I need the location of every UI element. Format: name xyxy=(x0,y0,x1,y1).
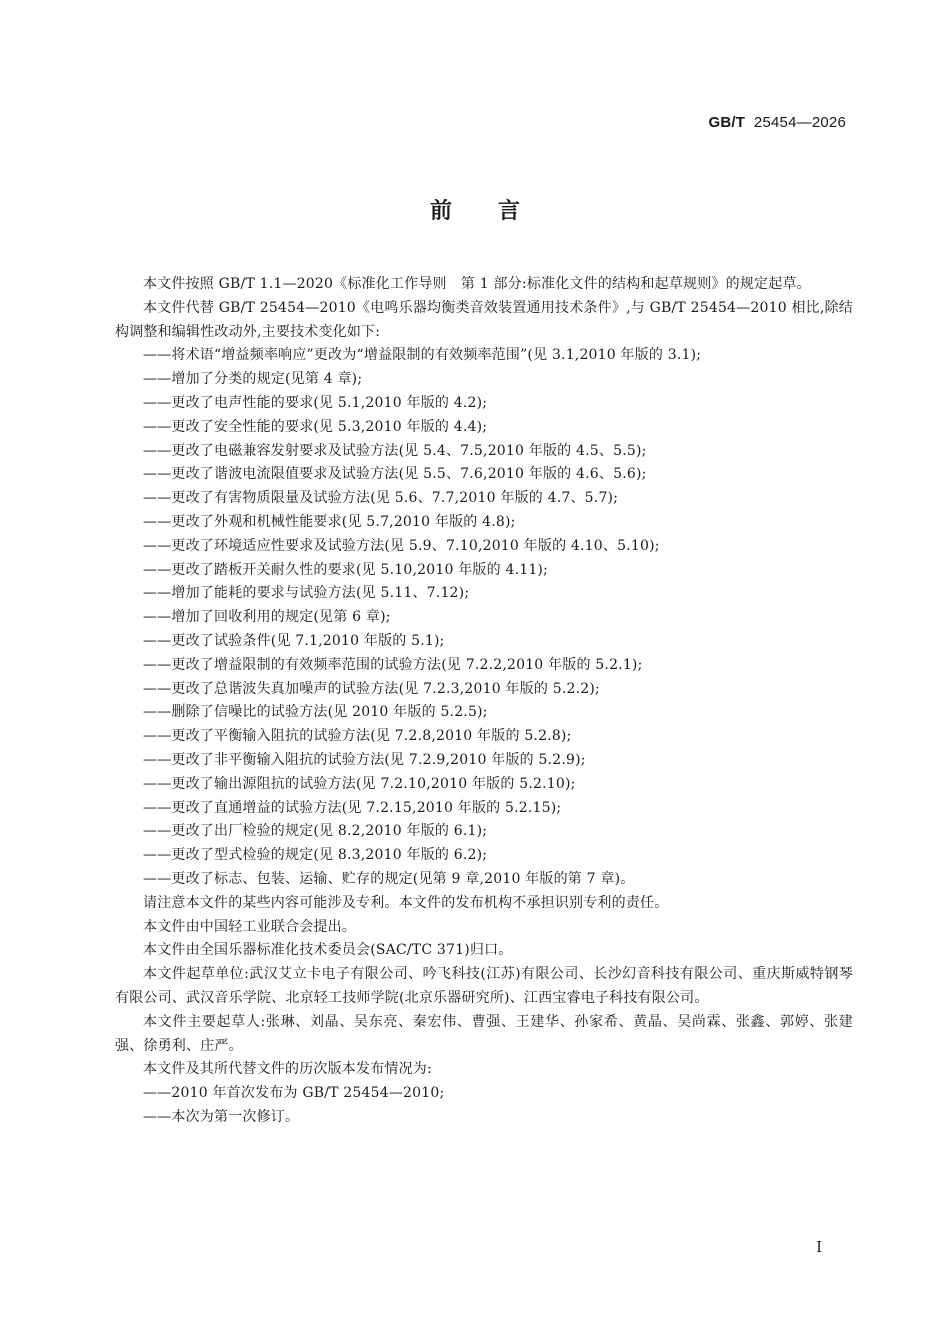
change-item: ——将术语“增益频率响应”更改为“增益限制的有效频率范围”(见 3.1,2010 年版的 3.1); xyxy=(143,347,702,364)
change-item: ——更改了平衡输入阻抗的试验方法(见 7.2.8,2010 年版的 5.2.8); xyxy=(143,728,572,745)
change-item: ——更改了标志、包装、运输、贮存的规定(见第 9 章,2010 年版的第 7 章)。 xyxy=(143,870,635,887)
paragraph: 本文件代替 GB/T 25454—2010《电鸣乐器均衡类音效装置通用技术条件》,与 GB/T 25454—2010 相比,除结构调整和编辑性改动外,主要技术变化如下: xyxy=(115,299,853,340)
document-code xyxy=(709,114,846,131)
change-item: ——更改了电声性能的要求(见 5.1,2010 年版的 4.2); xyxy=(143,394,488,411)
paragraph: 本文件由中国轻工业联合会提出。 xyxy=(143,918,356,935)
change-item: ——增加了能耗的要求与试验方法(见 5.11、7.12); xyxy=(143,585,470,602)
change-item: ——更改了谐波电流限值要求及试验方法(见 5.5、7.6,2010 年版的 4.6、5.6); xyxy=(143,466,647,483)
change-item: ——更改了试验条件(见 7.1,2010 年版的 5.1); xyxy=(143,632,445,649)
change-item: ——更改了型式检验的规定(见 8.3,2010 年版的 6.2); xyxy=(143,847,488,864)
change-item: ——更改了电磁兼容发射要求及试验方法(见 5.4、7.5,2010 年版的 4.5、5.5); xyxy=(143,442,647,459)
paragraph: 本文件起草单位:武汉艾立卡电子有限公司、吟飞科技(江苏)有限公司、长沙幻音科技有限公司、重庆斯威特钢琴有限公司、武汉音乐学院、北京轻工技师学院(北京乐器研究所)、江西宝睿电子科技有限公司。 xyxy=(115,966,853,1006)
paragraph: 本文件及其所代替文件的历次版本发布情况为: xyxy=(143,1061,432,1078)
paragraph: 本文件按照 GB/T 1.1—2020《标准化工作导则 第 1 部分:标准化文件的结构和起草规则》的规定起草。 xyxy=(143,276,811,292)
foreword-body xyxy=(115,273,853,1130)
document-code-number: 25454—2026 xyxy=(753,114,846,131)
page-number: I xyxy=(816,1238,822,1256)
change-item: ——更改了外观和机械性能要求(见 5.7,2010 年版的 4.8); xyxy=(143,513,516,530)
history-item: ——2010 年首次发布为 GB/T 25454—2010; xyxy=(143,1085,445,1102)
change-item: ——更改了输出源阻抗的试验方法(见 7.2.10,2010 年版的 5.2.10); xyxy=(143,775,576,792)
document-code-prefix: GB/T xyxy=(708,114,746,131)
change-item: ——增加了回收利用的规定(见第 6 章); xyxy=(143,609,391,626)
paragraph: 本文件主要起草人:张琳、刘晶、吴东亮、秦宏伟、曹强、王建华、孙家希、黄晶、吴尚霖、张鑫、郭婷、张建强、徐勇利、庄严。 xyxy=(115,1013,853,1054)
change-item: ——更改了总谐波失真加噪声的试验方法(见 7.2.3,2010 年版的 5.2.2); xyxy=(143,680,600,697)
paragraph: 本文件由全国乐器标准化技术委员会(SAC/TC 371)归口。 xyxy=(143,942,513,959)
history-item: ——本次为第一次修订。 xyxy=(143,1108,300,1125)
change-item: ——更改了直通增益的试验方法(见 7.2.15,2010 年版的 5.2.15); xyxy=(143,799,562,816)
paragraph: 请注意本文件的某些内容可能涉及专利。本文件的发布机构不承担识别专利的责任。 xyxy=(143,894,669,911)
change-item: ——更改了增益限制的有效频率范围的试验方法(见 7.2.2,2010 年版的 5.2.1); xyxy=(143,656,643,673)
change-item: ——更改了踏板开关耐久性的要求(见 5.10,2010 年版的 4.11); xyxy=(143,561,549,578)
change-item: ——更改了安全性能的要求(见 5.3,2010 年版的 4.4); xyxy=(143,418,488,435)
change-item: ——更改了出厂检验的规定(见 8.2,2010 年版的 6.1); xyxy=(143,823,488,840)
change-item: ——更改了环境适应性要求及试验方法(见 5.9、7.10,2010 年版的 4.10、5.10); xyxy=(143,537,660,554)
change-item: ——更改了有害物质限量及试验方法(见 5.6、7.7,2010 年版的 4.7、5.7); xyxy=(143,490,619,507)
page-title: 前言 xyxy=(429,199,566,224)
change-item: ——更改了非平衡输入阻抗的试验方法(见 7.2.9,2010 年版的 5.2.9); xyxy=(143,751,586,768)
change-item: ——删除了信噪比的试验方法(见 2010 年版的 5.2.5); xyxy=(143,704,488,721)
change-item: ——增加了分类的规定(见第 4 章); xyxy=(143,371,363,388)
